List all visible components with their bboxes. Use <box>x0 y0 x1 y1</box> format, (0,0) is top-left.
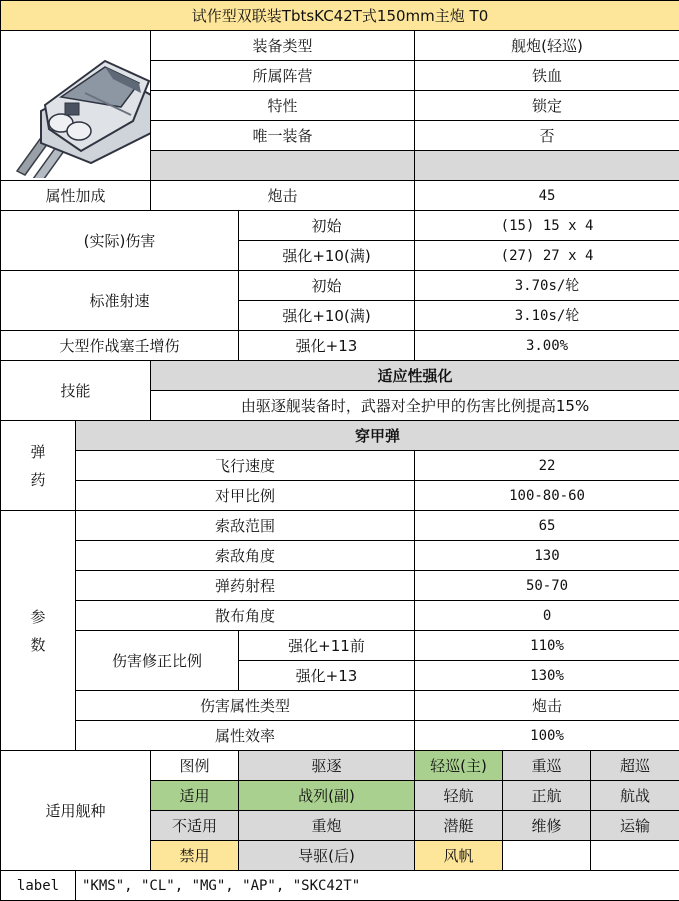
ship-type-cell: 战列(副) <box>239 781 415 811</box>
attr-bonus-stat: 炮击 <box>151 181 415 211</box>
param-label: 索敌范围 <box>76 511 415 541</box>
ship-type-cell: 运输 <box>591 811 679 841</box>
param-value: 130 <box>415 541 679 571</box>
ship-type-cell: 适用 <box>151 781 239 811</box>
param-value: 65 <box>415 511 679 541</box>
fortress-label: 大型作战塞壬增伤 <box>1 331 239 361</box>
param-label: 伤害属性类型 <box>76 691 415 721</box>
ship-type-cell: 风帆 <box>415 841 503 871</box>
param-value: 100% <box>415 721 679 751</box>
damage-value: (27) 27 x 4 <box>415 241 679 271</box>
param-label: 索敌角度 <box>76 541 415 571</box>
rate-label: 标准射速 <box>1 271 239 331</box>
rate-value: 3.10s/轮 <box>415 301 679 331</box>
info-label: 特性 <box>151 91 415 121</box>
equipment-title: 试作型双联装TbtsKC42T式150mm主炮 T0 <box>1 1 679 31</box>
ship-type-cell: 导驱(后) <box>239 841 415 871</box>
dmg-mod-value: 110% <box>415 631 679 661</box>
ship-type-cell: 不适用 <box>151 811 239 841</box>
equipment-image <box>1 31 151 181</box>
ammo-label <box>1 421 76 511</box>
rate-sub-label: 强化+10(满) <box>239 301 415 331</box>
label-row-value: "KMS", "CL", "MG", "AP", "SKC42T" <box>76 871 679 901</box>
rate-value: 3.70s/轮 <box>415 271 679 301</box>
ammo-param-label: 对甲比例 <box>76 481 415 511</box>
ammo-param-value: 100-80-60 <box>415 481 679 511</box>
ship-type-cell: 禁用 <box>151 841 239 871</box>
info-label: 唯一装备 <box>151 121 415 151</box>
fortress-value: 3.00% <box>415 331 679 361</box>
param-label: 弹药射程 <box>76 571 415 601</box>
attr-bonus-value: 45 <box>415 181 679 211</box>
info-value: 否 <box>415 121 679 151</box>
dmg-mod-value: 130% <box>415 661 679 691</box>
ammo-param-label: 飞行速度 <box>76 451 415 481</box>
ship-type-cell <box>503 841 591 871</box>
ship-type-cell: 驱逐 <box>239 751 415 781</box>
info-label: 所属阵营 <box>151 61 415 91</box>
ammo-name: 穿甲弹 <box>76 421 679 451</box>
ammo-label-text: 弹药 <box>30 442 46 489</box>
skill-label: 技能 <box>1 361 151 421</box>
dmg-mod-sub-label: 强化+11前 <box>239 631 415 661</box>
damage-sub-label: 强化+10(满) <box>239 241 415 271</box>
ship-type-cell: 轻航 <box>415 781 503 811</box>
param-value: 炮击 <box>415 691 679 721</box>
params-label-text: 参数 <box>30 607 46 654</box>
empty-cell <box>415 151 679 181</box>
ships-label: 适用舰种 <box>1 751 151 871</box>
damage-value: (15) 15 x 4 <box>415 211 679 241</box>
param-label: 属性效率 <box>76 721 415 751</box>
damage-sub-label: 初始 <box>239 211 415 241</box>
info-label: 装备类型 <box>151 31 415 61</box>
ship-type-cell: 轻巡(主) <box>415 751 503 781</box>
dmg-mod-sub-label: 强化+13 <box>239 661 415 691</box>
ship-type-cell: 航战 <box>591 781 679 811</box>
rate-sub-label: 初始 <box>239 271 415 301</box>
info-value: 锁定 <box>415 91 679 121</box>
skill-description: 由驱逐舰装备时，武器对全护甲的伤害比例提高15% <box>151 391 679 421</box>
info-value: 舰炮(轻巡) <box>415 31 679 61</box>
param-value: 50-70 <box>415 571 679 601</box>
empty-cell <box>151 151 415 181</box>
label-row-label: label <box>1 871 76 901</box>
param-label: 散布角度 <box>76 601 415 631</box>
info-value: 铁血 <box>415 61 679 91</box>
ship-type-cell: 潜艇 <box>415 811 503 841</box>
ship-type-cell: 正航 <box>503 781 591 811</box>
params-label <box>1 511 76 751</box>
ship-type-cell: 维修 <box>503 811 591 841</box>
skill-name: 适应性强化 <box>151 361 679 391</box>
ship-type-cell: 重炮 <box>239 811 415 841</box>
naval-gun-turret-icon <box>1 33 151 178</box>
param-value: 0 <box>415 601 679 631</box>
ship-type-cell: 超巡 <box>591 751 679 781</box>
ship-type-cell: 图例 <box>151 751 239 781</box>
ship-type-cell <box>591 841 679 871</box>
damage-label: (实际)伤害 <box>1 211 239 271</box>
ammo-param-value: 22 <box>415 451 679 481</box>
dmg-mod-label: 伤害修正比例 <box>76 631 239 691</box>
fortress-sub-label: 强化+13 <box>239 331 415 361</box>
attr-bonus-label: 属性加成 <box>1 181 151 211</box>
ship-type-cell: 重巡 <box>503 751 591 781</box>
